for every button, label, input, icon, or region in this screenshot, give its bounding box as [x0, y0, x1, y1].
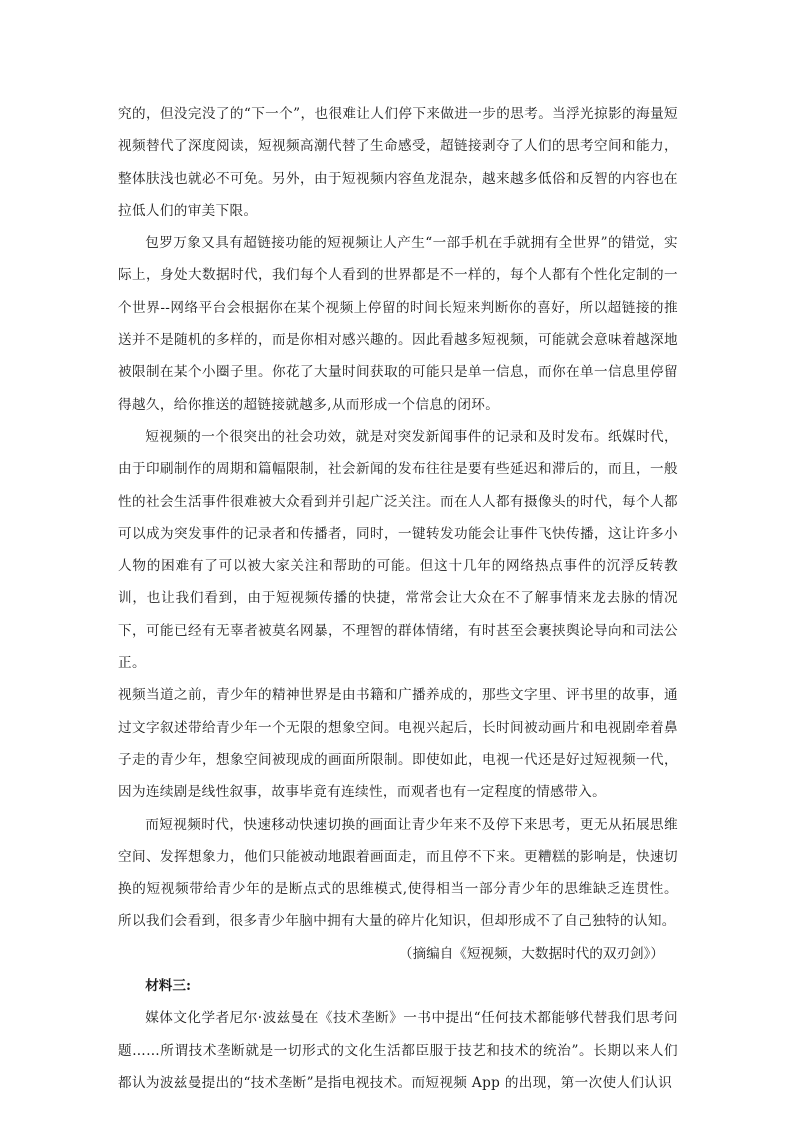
paragraph-4: 视频当道之前，青少年的精神世界是由书籍和广播养成的，那些文字里、评书里的故事，通过文字叙述带给青少年一个无限的想象空间。电视兴起后，长时间被动画片和电视剧牵着鼻子走的青少年，想象空间被现成的画面所限制。即使如此，电视一代还是好过短视频一代，因为连续剧是线性叙事，故事毕竟有连续性，而观者也有一定程度的情感带入。 [118, 687, 678, 801]
paragraph-1: 究的，但没完没了的“下一个”，也很难让人们停下来做进一步的思考。当浮光掠影的海量短视频替代了深度阅读，短视频高潮代替了生命感受，超链接剥夺了人们的思考空间和能力，整体肤浅也就必不可免。另外，由于短视频内容鱼龙混杂，越来越多低俗和反智的内容也在拉低人们的审美下限。 [118, 106, 678, 219]
material-heading: 材料三: [145, 978, 191, 995]
paragraph-3: 短视频的一个很突出的社会功效，就是对突发新闻事件的记录和及时发布。纸媒时代，由于印刷制作的周期和篇幅限制，社会新闻的发布往往是要有些延迟和滞后的，而且，一般性的社会生活事件很难被大众看到并引起广泛关注。而在人人都有摄像头的时代，每个人都可以成为突发事件的记录者和传播者，同时，一键转发功能会让事件飞快传播，这让许多小人物的困难有了可以被大家关注和帮助的可能。但这十几年的网络热点事件的沉浮反转教训，也让我们看到，由于短视频传播的快捷，常常会让大众在不了解事情来龙去脉的情况下，可能已经有无辜者被莫名网暴，不理智的群体情绪，有时甚至会裹挟舆论导向和司法公正。 [118, 428, 678, 672]
source-citation: （摘编自《短视频，大数据时代的双刃剑》） [398, 945, 664, 962]
paragraph-5: 而短视频时代，快速移动快速切换的画面让青少年来不及停下来思考，更无从拓展思维空间、发挥想象力，他们只能被动地跟着画面走，而且停不下来。更糟糕的影响是，快速切换的短视频带给青少年的是断点式的思维模式,使得相当一部分青少年的思维缺乏连贯性。所以我们会看到，很多青少年脑中拥有大量的碎片化知识，但却形成不了自己独特的认知。 [118, 816, 678, 930]
document-body [118, 98, 678, 1099]
paragraph-2: 包罗万象又具有超链接功能的短视频让人产生“一部手机在手就拥有全世界”的错觉，实际上，身处大数据时代，我们每个人看到的世界都是不一样的，每个人都有个性化定制的一个世界--网络平台会根据你在某个视频上停留的时间长短来判断你的喜好，所以超链接的推送并不是随机的多样的，而是你相对感兴趣的。因此看越多短视频，可能就会意味着越深地被限制在某个小圈子里。你花了大量时间获取的可能只是单一信息，而你在单一信息里停留得越久，给你推送的超链接就越多,从而形成一个信息的闭环。 [118, 235, 678, 413]
material-paragraph: 媒体文化学者尼尔·波兹曼在《技术垄断》一书中提出“任何技术都能够代替我们思考问题……所谓技术垄断就是一切形式的文化生活都臣服于技艺和技术的统治”。长期以来人们都认为波兹曼提出的“技术垄断”是指电视技术。而短视频 App 的出现，第一次使人们认识 [118, 1010, 678, 1091]
